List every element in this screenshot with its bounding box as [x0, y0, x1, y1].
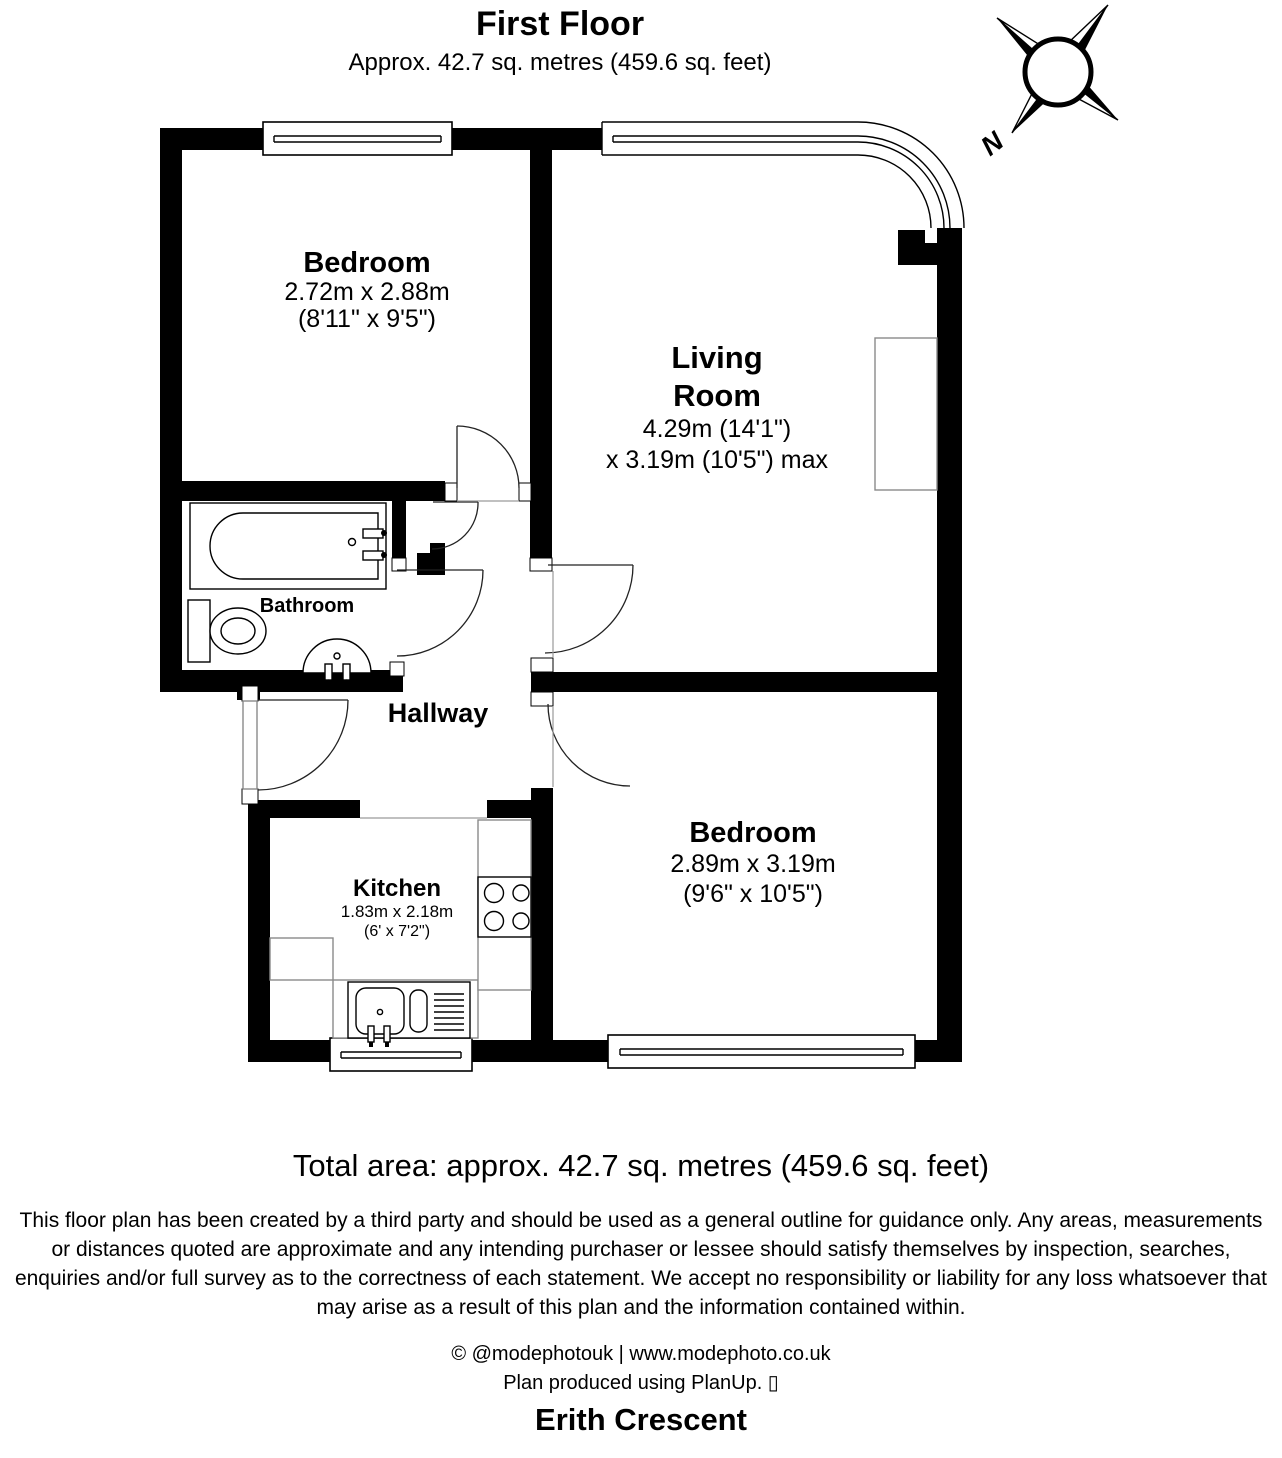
label-bathroom: [260, 595, 354, 617]
svg-text:2.72m x 2.88m: 2.72m x 2.88m: [284, 278, 450, 306]
label-bedroom1: [284, 247, 449, 333]
door-cupboard: [432, 502, 478, 549]
door-bedroom2: [548, 704, 630, 786]
door-living-room: [545, 565, 633, 653]
credit-line-1: © @modephotouk | www.modephoto.co.uk: [451, 1343, 831, 1365]
kitchen-sink: [348, 982, 470, 1047]
svg-text:(8'11" x 9'5"): (8'11" x 9'5"): [297, 305, 437, 333]
door-bedroom1: [457, 426, 519, 488]
page-subtitle: Approx. 42.7 sq. metres (459.6 sq. feet): [348, 49, 772, 77]
window-kitchen: [330, 1038, 472, 1071]
property-address: Erith Crescent: [535, 1402, 747, 1437]
bathtub: [190, 503, 387, 589]
label-bedroom2: [670, 817, 835, 908]
svg-text:Bedroom: Bedroom: [303, 247, 431, 279]
total-area-text: Total area: approx. 42.7 sq. metres (459.6 sq. feet): [292, 1148, 990, 1183]
credit-line-2: Plan produced using PlanUp. ▯: [503, 1372, 779, 1394]
svg-text:4.29m (14'1"): 4.29m (14'1"): [642, 415, 792, 443]
svg-text:Kitchen: Kitchen: [352, 875, 442, 902]
door-bathroom: [397, 570, 483, 656]
svg-text:Bathroom: Bathroom: [259, 595, 355, 617]
page-title: First Floor: [475, 5, 645, 43]
fixtures: [188, 338, 937, 1047]
svg-text:1.83m x 2.18m: 1.83m x 2.18m: [340, 902, 454, 921]
compass-icon: [975, 5, 1118, 161]
svg-text:(9'6" x 10'5"): (9'6" x 10'5"): [683, 880, 823, 908]
disclaimer-text: This floor plan has been created by a third party and should be used as a general outline for guidance only. Any areas, measurements or distances quoted are approximate and any intending purchaser or lessee should satisfy themselves by inspection, searches, enquiries and/or full survey as to the correctness of each statement. We accept no responsibility or liability for any loss whatsoever that may arise as a result of this plan and the information contained within.: [14, 1209, 1268, 1319]
window-living-curved: [602, 122, 964, 228]
credits-block: [41, 1340, 1241, 1398]
door-entrance: [258, 700, 348, 790]
toilet: [188, 600, 266, 662]
label-kitchen: [341, 875, 453, 940]
window-bedroom2: [608, 1035, 915, 1068]
svg-text:(6' x 7'2"): (6' x 7'2"): [363, 923, 431, 940]
svg-text:Living: Living: [671, 340, 763, 375]
kitchen-hob: [478, 877, 531, 937]
svg-text:x 3.19m (10'5") max: x 3.19m (10'5") max: [605, 446, 829, 474]
svg-text:Bedroom: Bedroom: [689, 817, 817, 849]
label-hallway: [388, 698, 489, 728]
label-living-room: [606, 340, 829, 474]
svg-text:Room: Room: [673, 378, 761, 413]
svg-text:Hallway: Hallway: [387, 698, 489, 728]
living-furniture: [875, 338, 937, 490]
window-bedroom1: [263, 122, 452, 155]
svg-text:2.89m x 3.19m: 2.89m x 3.19m: [670, 850, 836, 878]
compass-north-label: N: [975, 125, 1010, 162]
